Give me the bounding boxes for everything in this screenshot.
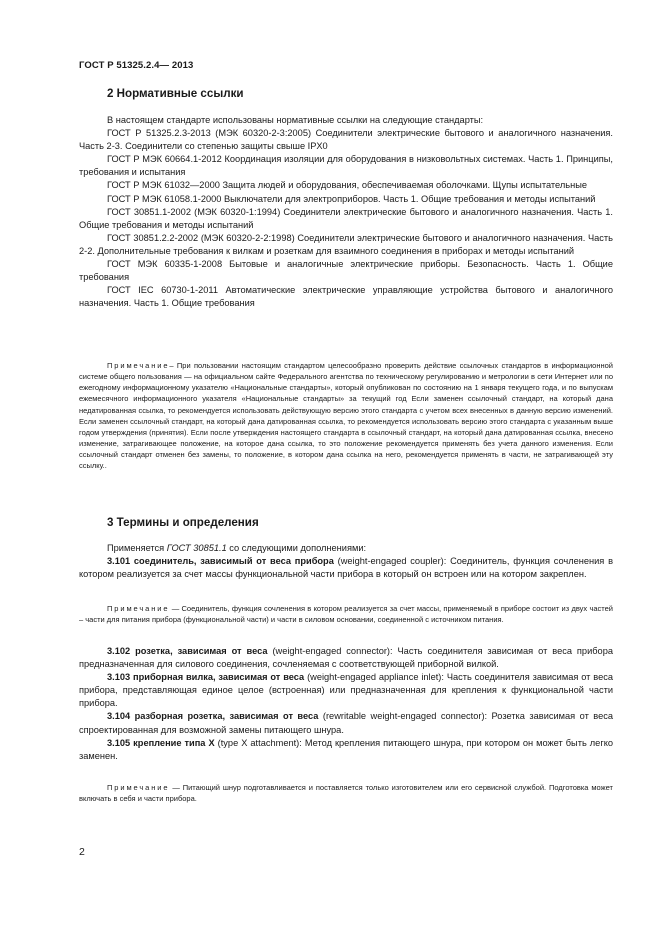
intro-text: со следующими дополнениями:	[226, 543, 367, 553]
ref-item: ГОСТ 30851.2.2-2002 (МЭК 60320-2-2:1998) Соединители электрические бытового и аналогичного назначения. Часть 2-2. Дополнительные требования к вилкам и розеткам для взаимного соединения в приборах и методы испытаний	[79, 232, 613, 256]
ref-item: ГОСТ 30851.1-2002 (МЭК 60320-1:1994) Соединители электрические бытового и аналогичного назначения. Часть 1. Общие требования и методы испытаний	[79, 206, 613, 230]
section-2-body	[79, 114, 613, 310]
document-header-code: ГОСТ Р 51325.2.4— 2013	[79, 60, 194, 71]
term-definition: (weight-engaged coupler): Соединитель, функция сочленения в котором реализуется за счет массы функциональной части прибора в который он встроен или на котором закреплен.	[79, 556, 613, 580]
note-text: – При пользовании настоящим стандартом целесообразно проверить действие ссылочных стандартов в информационной системе общего пользования — на официальном сайте Федерального агентства по техническому регулированию и метрологии в сети Интернет или по ежегодному информационному указателю «Национальные стандарты», который опубликован по состоянию на 1 января текущего года, и по выпускам ежемесячного информационного указателя «Национальные стандарты» за текущий год Если заменен ссылочный стандарт, на который дана недатированная ссылка, то рекомендуется использовать действующую версию этого стандарта с учетом всех внесенных в данную версию изменений. Если заменен ссылочный стандарт, на который дана датированная ссылка, то рекомендуется использовать версию этого стандарта с указанным выше годом утверждения (принятия). Если после утверждения настоящего стандарта в ссылочный стандарт, на который дана датированная ссылка, внесено изменение, затрагивающее положение, на которое дана ссылка, то это положение рекомендуется применять без учета данного изменения. Если ссылочный стандарт отменен без замены, то положение, в котором дана ссылка на него, рекомендуется применять в части, не затрагивающей эту ссылку..	[79, 361, 613, 471]
section-3-terms	[79, 645, 613, 763]
ref-item: ГОСТ Р 51325.2.3-2013 (МЭК 60320-2-3:2005) Соединители электрические бытового и аналогичного назначения. Часть 2-3. Соединители со степенью защиты свыше IPX0	[79, 128, 613, 152]
term-3-101	[79, 555, 613, 581]
ref-item: ГОСТ IEC 60730-1-2011 Автоматические электрические управляющие устройства бытового и аналогичного назначения. Часть 1. Общие требования	[79, 285, 613, 309]
intro-ref: ГОСТ 30851.1	[166, 543, 227, 553]
ref-item: ГОСТ МЭК 60335-1-2008 Бытовые и аналогичные электрические приборы. Безопасность. Часть 1. Общие требования	[79, 259, 613, 283]
ref-item: ГОСТ Р МЭК 61032—2000 Защита людей и оборудования, обеспечиваемая оболочками. Щупы испытательные	[107, 180, 587, 191]
note-paragraph	[79, 782, 613, 804]
term-title: 3.104 разборная розетка, зависимая от веса	[107, 711, 319, 722]
section-3	[79, 515, 613, 530]
term-note-1	[79, 603, 613, 625]
note-label: Примечание	[107, 604, 170, 613]
term-title: 3.101 соединитель, зависимый от веса прибора	[107, 556, 334, 567]
note-label: Примечание	[107, 783, 170, 792]
term-title: 3.102 розетка, зависимая от веса	[107, 646, 268, 656]
term-title: 3.105 крепление типа X	[107, 737, 215, 748]
term-title: 3.103 приборная вилка, зависимая от веса	[107, 672, 305, 683]
ref-item: ГОСТ Р МЭК 61058.1-2000 Выключатели для электроприборов. Часть 1. Общие требования и методы испытаний	[107, 193, 596, 204]
section-2-intro: В настоящем стандарте использованы нормативные ссылки на следующие стандарты:	[107, 115, 484, 125]
term-definition: (weight-engaged appliance inlet): Часть соединителя зависимая от веса прибора, представляющая единое целое (встроенная) или предназначенная для крепления к функциональной части прибора.	[79, 672, 614, 709]
term-definition: (rewritable weight-engaged connector): Розетка зависимая от веса спроектированная для возможной замены питающего шнура.	[79, 711, 613, 735]
term-3-103	[79, 671, 613, 710]
term-definition: (type X attachment): Метод крепления питающего шнура, при котором он может быть легко заменен.	[79, 737, 613, 761]
section-2-note	[79, 360, 613, 472]
term-note-2	[79, 782, 613, 804]
ref-item: ГОСТ Р МЭК 60664.1-2012 Координация изоляции для оборудования в низковольтных системах. Часть 1. Принципы, требования и испытания	[79, 154, 613, 178]
section-3-intro	[79, 542, 613, 555]
note-text: — Питающий шнур подготавливается и поставляется только изготовителем или его сервисной службой. Подготовка может включать в себя и части прибора.	[79, 783, 613, 804]
term-3-104	[79, 710, 613, 736]
note-label: Примечание	[107, 361, 170, 370]
section-3-title: 3 Термины и определения	[107, 516, 259, 529]
note-paragraph	[79, 603, 613, 625]
section-2	[79, 86, 613, 101]
term-definition: (weight-engaged connector): Часть соединителя зависимая от веса прибора предназначенная для силового соединения, сочленяемая с соответствующей приборной вилкой.	[79, 646, 613, 670]
note-paragraph	[79, 360, 613, 472]
section-3-body	[79, 542, 613, 581]
term-3-105	[79, 737, 613, 763]
page-number: 2	[79, 846, 85, 858]
term-3-102	[79, 645, 613, 671]
note-text: — Соединитель, функция сочленения в котором реализуется за счет массы, применяемый в приборе состоит из двух частей – части для питания прибора (функциональной части) и части в силовом основании, соединенной с источником питания.	[79, 604, 613, 625]
section-2-title: 2 Нормативные ссылки	[107, 87, 244, 100]
intro-text: Применяется	[107, 543, 167, 553]
